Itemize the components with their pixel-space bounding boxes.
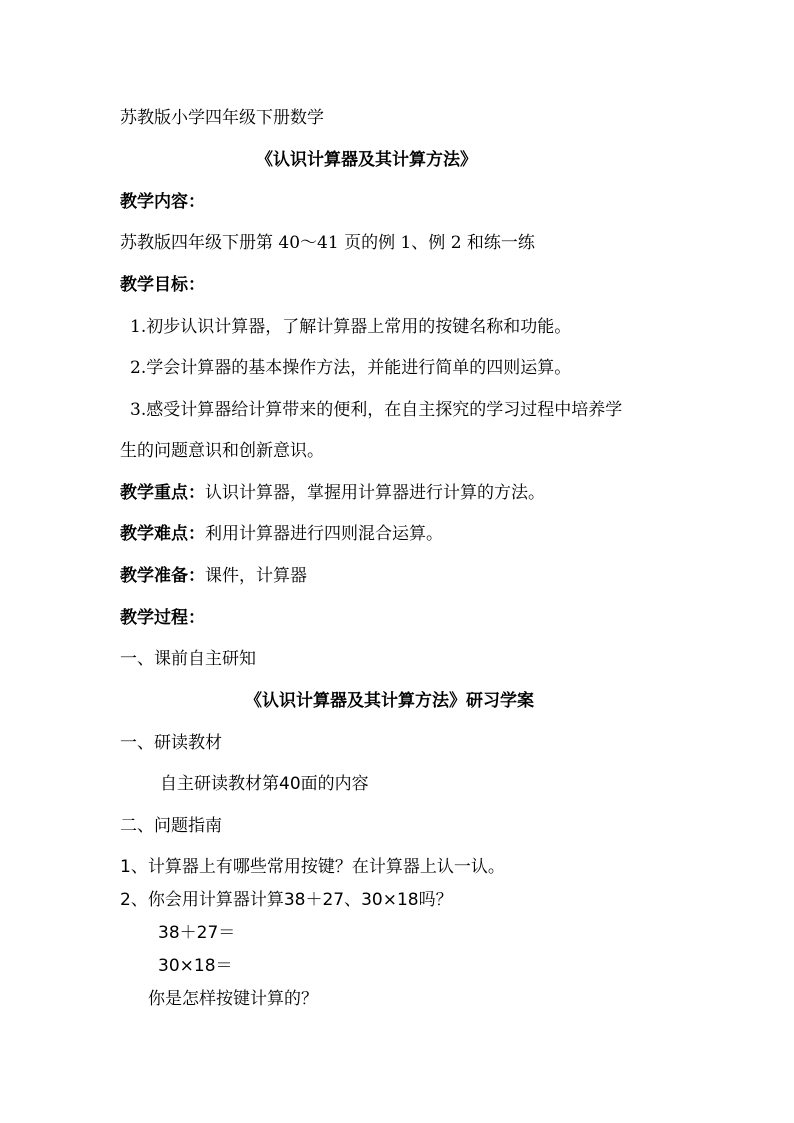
key-point — [120, 481, 545, 505]
goals-label: 教学目标： — [120, 275, 205, 295]
preparation-text: 课件，计算器 — [205, 566, 307, 586]
expression-2: 30×18＝ — [158, 956, 233, 976]
question-1: 1、计算器上有哪些常用按键？在计算器上认一认。 — [120, 857, 505, 877]
study-section-1-text: 自主研读教材第40面的内容 — [160, 774, 369, 794]
content-label: 教学内容： — [120, 192, 205, 212]
goal-item-2: 2.学会计算器的基本操作方法，并能进行简单的四则运算。 — [130, 358, 572, 378]
question-3: 你是怎样按键计算的？ — [148, 989, 318, 1009]
difficulty — [120, 522, 443, 546]
preparation — [120, 564, 307, 588]
content-text: 苏教版四年级下册第 40～41 页的例 1、例 2 和练一练 — [120, 233, 535, 253]
goal-item-3: 3.感受计算器给计算带来的便利，在自主探究的学习过程中培养学 — [130, 400, 623, 420]
study-sheet-title: 《认识计算器及其计算方法》研习学案 — [245, 691, 534, 711]
goal-item-3-continued: 生的问题意识和创新意识。 — [120, 441, 324, 461]
document-title: 《认识计算器及其计算方法》 — [256, 150, 477, 170]
question-2: 2、你会用计算器计算38＋27、30×18吗？ — [120, 890, 453, 910]
difficulty-label: 教学难点： — [120, 524, 205, 544]
key-point-text: 认识计算器，掌握用计算器进行计算的方法。 — [205, 483, 545, 503]
preparation-label: 教学准备： — [120, 566, 205, 586]
document-subtitle: 苏教版小学四年级下册数学 — [120, 108, 324, 128]
goal-item-1: 1.初步认识计算器，了解计算器上常用的按键名称和功能。 — [130, 317, 572, 337]
difficulty-text: 利用计算器进行四则混合运算。 — [205, 524, 443, 544]
study-section-2: 二、问题指南 — [120, 816, 222, 836]
process-label: 教学过程： — [120, 608, 205, 628]
key-point-label: 教学重点： — [120, 483, 205, 503]
process-step-1: 一、课前自主研知 — [120, 649, 256, 669]
expression-1: 38＋27＝ — [158, 923, 236, 943]
study-section-1: 一、研读教材 — [120, 733, 222, 753]
